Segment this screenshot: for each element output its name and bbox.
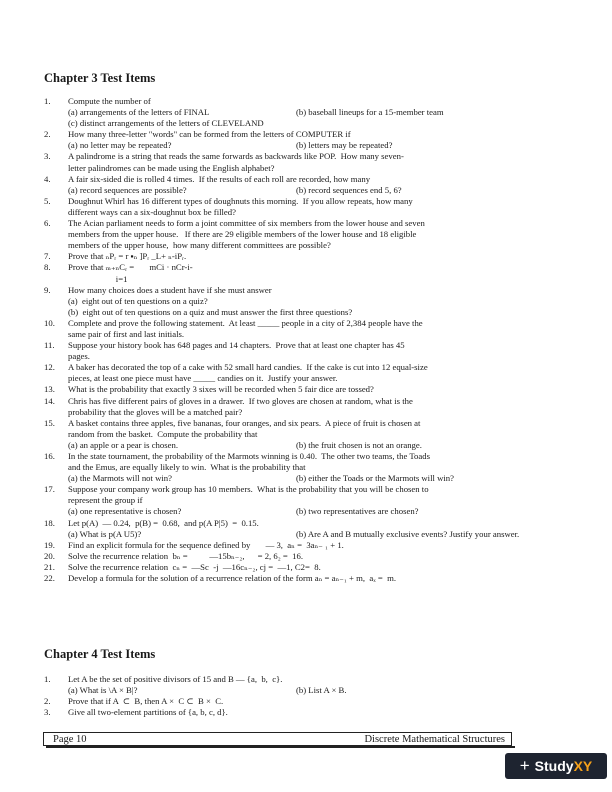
question-number: 2.: [44, 129, 51, 140]
sub-question-row: [68, 506, 574, 517]
question-line: (a) eight out of ten questions on a quiz?: [68, 295, 208, 306]
question-number: 3.: [44, 707, 51, 718]
question-line: In the state tournament, the probability of the Marmots winning is 0.40. The other two teams, the Toads: [68, 451, 430, 461]
question-body: [68, 218, 574, 251]
question-line: (c) distinct arrangements of the letters of CLEVELAND: [68, 118, 264, 129]
question-item: [44, 696, 574, 707]
question-item: [44, 129, 574, 151]
question-line: probability that the gloves will be a matched pair?: [68, 406, 243, 417]
question-line: Chris has five different pairs of gloves in a drawer. If two gloves are chosen at random, what is the: [68, 395, 413, 406]
question-line: Find an explicit formula for the sequence defined by — 3, aₙ = 3aₙ₋ ₁ + 1.: [68, 539, 344, 550]
sub-question-b: (b) letters may be repeated?: [296, 140, 393, 151]
sub-question-a: (a) What is p(A U5)?: [68, 528, 142, 539]
footer-book-title: Discrete Mathematical Structures: [364, 733, 505, 745]
question-line: Develop a formula for the solution of a recurrence relation of the form aₙ = aₙ₋₁ + m, aₓ = m.: [68, 573, 397, 584]
sub-question-b: (b) either the Toads or the Marmots will win?: [296, 473, 454, 484]
badge-brand-accent: XY: [573, 758, 593, 774]
chapter-3-title: Chapter 3 Test Items: [44, 71, 156, 85]
question-item: [44, 573, 574, 584]
question-line: The Acian parliament needs to form a joint committee of six members from the lower house and seven: [68, 218, 425, 229]
question-line: Prove that ₙPᵣ = r ▪ₙ ]Pᵣ _L+ ₙ-iPᵣ.: [68, 251, 187, 262]
question-number: 21.: [44, 561, 55, 572]
question-body: [68, 396, 574, 418]
question-body: [68, 674, 574, 696]
question-number: 5.: [44, 195, 51, 206]
sub-question-row: [68, 473, 574, 484]
question-number: 14.: [44, 395, 55, 406]
question-body: [68, 418, 574, 451]
question-item: [44, 196, 574, 218]
question-body: [68, 340, 574, 362]
question-item: [44, 362, 574, 384]
question-item: [44, 285, 574, 318]
question-number: 9.: [44, 284, 51, 295]
question-line: Solve the recurrence relation cₙ = —Sc -j —16cₙ₋₂, cj = —1, C2= 8.: [68, 561, 321, 572]
sub-question-row: [68, 140, 574, 151]
sub-question-b: (b) baseball lineups for a 15-member team: [296, 107, 444, 118]
sub-question-a: (a) What is \A × B|?: [68, 685, 138, 696]
question-item: [44, 562, 574, 573]
question-line: different ways can a six-doughnut box be filled?: [68, 206, 236, 217]
question-item: [44, 218, 574, 251]
question-number: 22.: [44, 573, 55, 584]
question-number: 18.: [44, 517, 55, 528]
question-line: A fair six-sided die is rolled 4 times. If the results of each roll are recorded, how many: [68, 173, 371, 184]
question-number: 2.: [44, 696, 51, 707]
plus-icon: +: [519, 756, 530, 775]
question-item: [44, 96, 574, 129]
footer-shadow: [46, 746, 515, 748]
question-item: [44, 396, 574, 418]
question-line: How many choices does a student have if she must answer: [68, 284, 272, 295]
question-line: letter palindromes can be made using the English alphabet?: [68, 162, 275, 173]
sub-question-b: (b) List A × B.: [296, 685, 347, 696]
sub-question-a: (a) record sequences are possible?: [68, 184, 187, 195]
sub-question-row: [68, 440, 574, 451]
question-body: [68, 562, 574, 573]
question-body: [68, 174, 574, 196]
question-line: Complete and prove the following statement. At least _____ people in a city of 2,384 people have the: [68, 317, 423, 328]
question-number: 12.: [44, 362, 55, 373]
question-body: [68, 262, 574, 284]
question-line: Give all two-element partitions of {a, b, c, d}.: [68, 707, 228, 718]
question-line: A baker has decorated the top of a cake with 52 small hard candies. If the cake is cut into 12 equal-size: [68, 362, 428, 373]
question-body: [68, 151, 574, 173]
sub-question-a: (a) the Marmots will not win?: [68, 473, 172, 484]
question-item: [44, 318, 574, 340]
question-number: 16.: [44, 451, 55, 461]
footer-page-number: Page 10: [53, 733, 87, 745]
question-item: [44, 174, 574, 196]
question-item: [44, 262, 574, 284]
sub-question-row: [68, 529, 574, 540]
question-line: How many three-letter "words" can be formed from the letters of COMPUTER if: [68, 129, 351, 140]
question-line: A basket contains three apples, five bananas, four oranges, and six pears. A piece of fruit is chosen at: [68, 417, 421, 428]
question-line: Doughnut Whirl has 16 different types of doughnuts this morning. If you allow repeats, how many: [68, 195, 413, 206]
sub-question-row: [68, 685, 574, 696]
question-number: 6.: [44, 218, 51, 229]
sub-question-a: (a) arrangements of the letters of FINAL: [68, 107, 210, 118]
page-footer: [43, 732, 512, 746]
question-item: [44, 551, 574, 562]
question-line: members from the upper house. If there are 29 eligible members of the lower house and 18 eligible: [68, 229, 417, 240]
question-body: [68, 285, 574, 318]
sub-question-b: (b) the fruit chosen is not an orange.: [296, 439, 422, 450]
question-number: 17.: [44, 484, 55, 495]
question-number: 19.: [44, 539, 55, 550]
question-number: 11.: [44, 340, 55, 351]
question-number: 20.: [44, 550, 55, 561]
question-body: [68, 129, 574, 151]
chapter-3-items: [44, 96, 574, 584]
question-item: [44, 384, 574, 395]
question-line: and the Emus, are equally likely to win. What is the probability that: [68, 462, 306, 473]
question-number: 4.: [44, 173, 51, 184]
question-item: [44, 340, 574, 362]
question-number: 8.: [44, 262, 51, 273]
question-line: (b) eight out of ten questions on a quiz and must answer the first three questions?: [68, 306, 353, 317]
question-line: Prove that ₘ₊ₙCᵣ = mCi · nCr-i-: [68, 262, 193, 273]
sub-question-row: [68, 185, 574, 196]
question-line: same pair of first and last initials.: [68, 328, 185, 339]
question-number: 15.: [44, 417, 55, 428]
chapter-4-items: [44, 674, 574, 718]
question-line: random from the basket. Compute the probability that: [68, 428, 258, 439]
question-body: [68, 384, 574, 395]
sub-question-row: [68, 107, 574, 118]
sub-question-a: (a) an apple or a pear is chosen.: [68, 439, 178, 450]
question-item: [44, 707, 574, 718]
question-line: A palindrome is a string that reads the same forwards as backwards like POP. How many seven-: [68, 151, 404, 162]
question-body: [68, 551, 574, 562]
question-line: Let p(A) — 0.24, p(B) = 0.68, and p(A P|5) = 0.15.: [68, 517, 259, 528]
question-number: 13.: [44, 384, 55, 395]
badge-brand: Study: [534, 758, 574, 774]
question-line: represent the group if: [68, 495, 143, 506]
question-line: Compute the number of: [68, 96, 151, 106]
studyxy-badge[interactable]: [505, 753, 607, 779]
question-line: Solve the recurrence relation bₙ = —15bₙ₋₂, = 2, 6₂ = 16.: [68, 550, 304, 561]
question-number: 1.: [44, 96, 51, 106]
question-body: [68, 518, 574, 540]
question-body: [68, 707, 574, 718]
question-item: [44, 418, 574, 451]
question-item: [44, 451, 574, 484]
question-line: pages.: [68, 351, 90, 362]
question-item: [44, 251, 574, 262]
question-item: [44, 484, 574, 517]
question-body: [68, 540, 574, 551]
sub-question-b: (b) record sequences end 5, 6?: [296, 184, 402, 195]
question-line: What is the probability that exactly 3 sixes will be recorded when 5 fair dice are tossed?: [68, 384, 374, 395]
question-body: [68, 96, 574, 129]
sub-question-b: (b) two representatives are chosen?: [296, 506, 419, 517]
question-number: 1.: [44, 674, 51, 684]
question-body: [68, 196, 574, 218]
question-line: Let A be the set of positive divisors of 15 and B — {a, b, c}.: [68, 674, 283, 684]
question-body: [68, 251, 574, 262]
question-body: [68, 318, 574, 340]
question-item: [44, 674, 574, 696]
question-line: i=1: [68, 273, 128, 284]
question-line: Prove that if A ⊂ B, then A × C ⊂ B × C.: [68, 696, 224, 707]
sub-question-a: (a) one representative is chosen?: [68, 506, 182, 517]
question-line: Suppose your history book has 648 pages and 14 chapters. Prove that at least one chapter has 45: [68, 340, 405, 351]
question-number: 7.: [44, 251, 51, 262]
question-line: Suppose your company work group has 10 members. What is the probability that you will be chosen to: [68, 484, 429, 495]
chapter-4-title: Chapter 4 Test Items: [44, 647, 156, 661]
sub-question-a: (a) no letter may be repeated?: [68, 140, 172, 151]
question-item: [44, 151, 574, 173]
question-body: [68, 451, 574, 484]
question-number: 10.: [44, 317, 55, 328]
question-body: [68, 573, 574, 584]
question-line: members of the upper house, how many different committees are possible?: [68, 240, 331, 251]
question-body: [68, 696, 574, 707]
question-body: [68, 484, 574, 517]
question-item: [44, 518, 574, 540]
question-number: 3.: [44, 151, 51, 162]
sub-question-b: (b) Are A and B mutually exclusive events? Justify your answer.: [296, 528, 520, 539]
question-item: [44, 540, 574, 551]
question-line: pieces, at least one piece must have _____ candies on it. Justify your answer.: [68, 373, 338, 384]
question-body: [68, 362, 574, 384]
